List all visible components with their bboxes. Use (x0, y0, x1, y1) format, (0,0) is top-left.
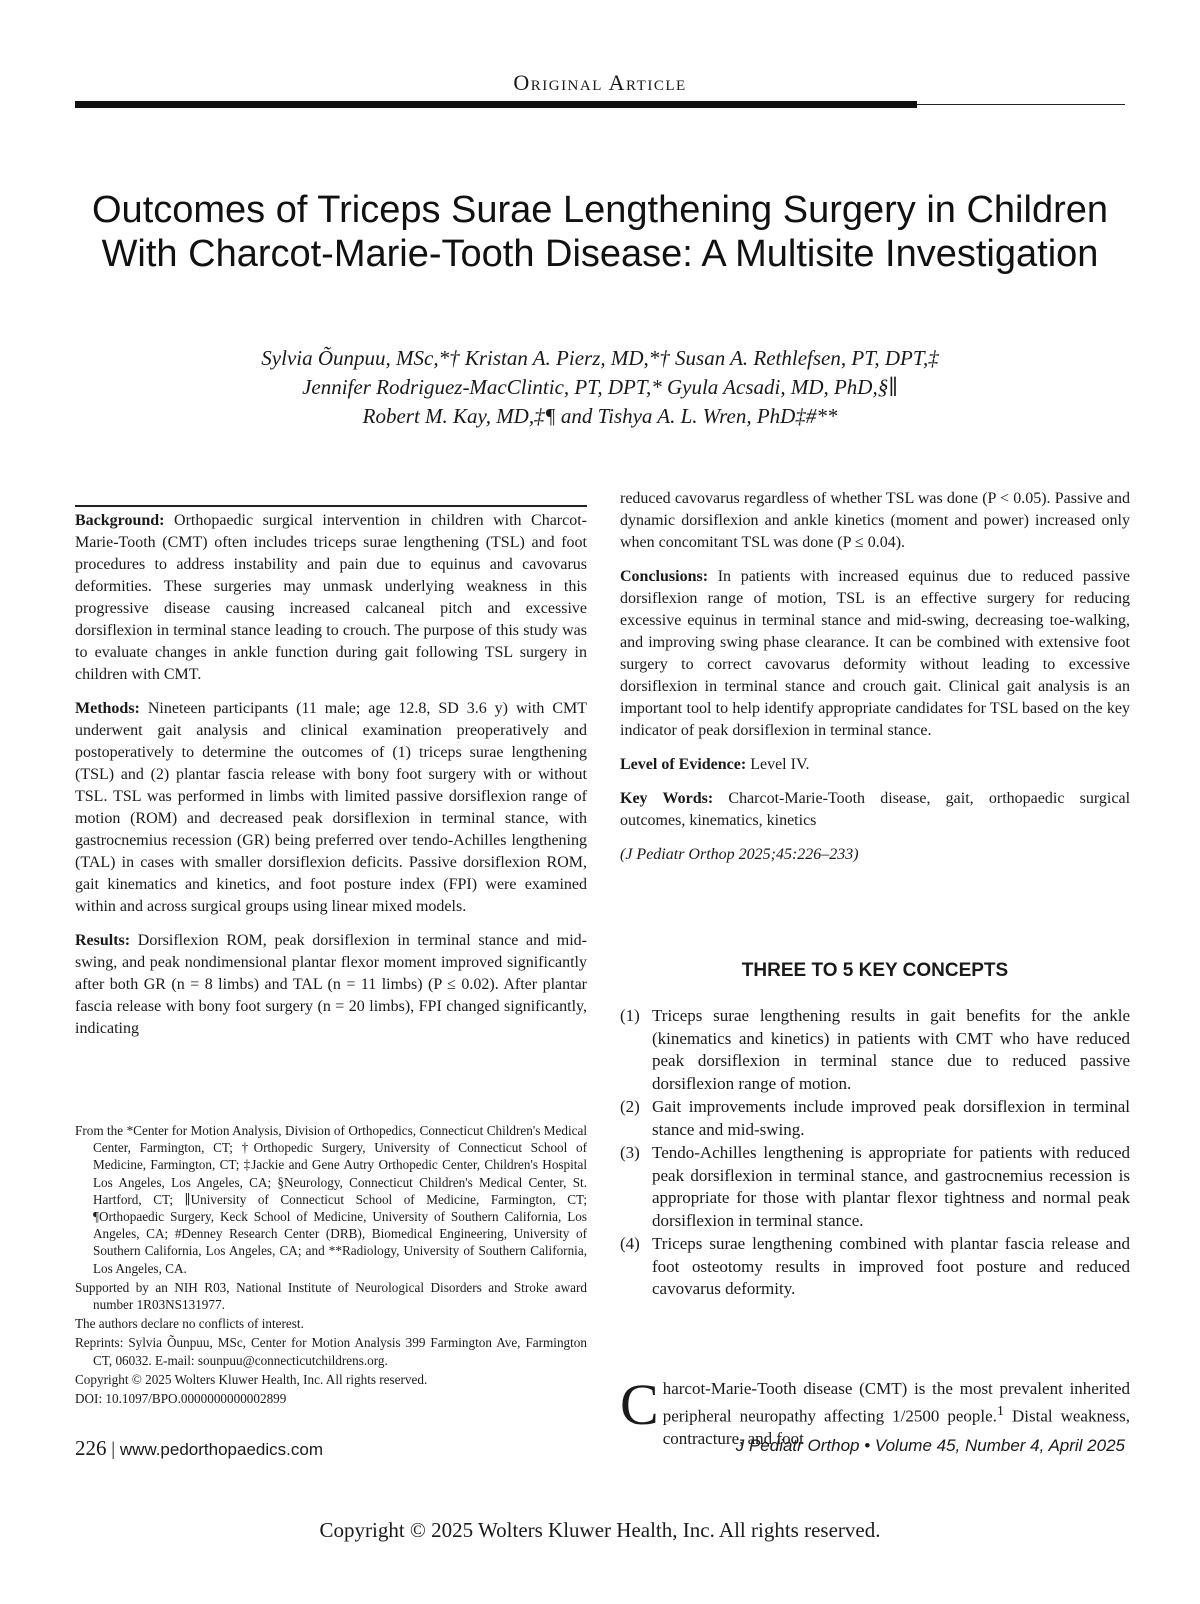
methods-label: Methods: (75, 700, 140, 717)
results-continued: reduced cavovarus regardless of whether TSL was done (P < 0.05). Passive and dynamic dorsiflexion and ankle kinetics (moment and power) increased only when concomitant TSL was done (P ≤ 0.04). (620, 490, 1130, 551)
key-concept-item (620, 1233, 1130, 1301)
key-concepts (620, 1005, 1130, 1302)
key-concept-text: Tendo-Achilles lengthening is appropriate for patients with reduced peak dorsiflexion in terminal stance, and gastrocnemius recession is appropriate for those with plantar flexor tightness and normal peak dorsiflexion in terminal stance. (652, 1143, 1130, 1230)
intro-text: harcot-Marie-Tooth disease (CMT) is the most prevalent inherited peripheral neuropathy affecting 1/2500 people. (662, 1379, 1130, 1426)
journal-website-link[interactable]: www.pedorthopaedics.com (119, 1440, 323, 1459)
footnote-affiliations: From the *Center for Motion Analysis, Division of Orthopedics, Connecticut Children's Medical Center, Farmington, CT; †Orthopedic Surgery, University of Connecticut School of Medicine, Farmington, CT; ‡Jackie and Gene Autry Orthopedic Center, Children's Hospital Los Angeles, Los Angeles, CA; §Neurology, Connecticut Children's Medical Center, St. Hartford, CT; ∥University of Connecticut School of Medicine, Farmington, CT; ¶Orthopaedic Surgery, Keck School of Medicine, University of Southern California, Los Angeles, CA; #Denney Research Center (DRB), Biomedical Engineering, University of Southern California, Los Angeles, CA; and **Radiology, University of Southern California, Los Angeles, CA. (75, 1123, 587, 1276)
footnotes (75, 1122, 587, 1409)
key-words (620, 788, 1130, 832)
footer-separator: | (111, 1439, 116, 1460)
key-concept-number: (1) (620, 1006, 640, 1025)
authors-line-3: Robert M. Kay, MD,‡¶ and Tishya A. L. Wren, PhD‡#** (362, 404, 838, 428)
abstract-left (75, 510, 587, 1052)
drop-cap: C (620, 1372, 659, 1437)
key-concept-text: Gait improvements include improved peak dorsiflexion in terminal stance and mid-swing. (652, 1097, 1130, 1139)
section-label: Original Article (513, 70, 687, 95)
author-list (100, 344, 1100, 431)
footnote-support: Supported by an NIH R03, National Institute of Neurological Disorders and Stroke award number 1R03NS131977. (75, 1279, 587, 1313)
citation: (J Pediatr Orthop 2025;45:226–233) (620, 846, 859, 863)
footnote-reprints: Reprints: Sylvia Õunpuu, MSc, Center for Motion Analysis 399 Farmington Ave, Farmington CT, 06032. E-mail: sounpuu@connecticutchildrens.org. (75, 1335, 587, 1368)
key-concept-item (620, 1005, 1130, 1095)
background-text: Orthopaedic surgical intervention in children with Charcot-Marie-Tooth (CMT) often includes triceps surae lengthening (TSL) and foot procedures to address instability and pain due to equinus and cavovarus deformities. These surgeries may unmask underlying weakness in this progressive disease causing increased calcaneal pitch and excessive dorsiflexion in terminal stance leading to crouch. The purpose of this study was to evaluate changes in ankle function during gait following TSL surgery in children with CMT. (75, 512, 588, 683)
header-rule-thick (75, 101, 917, 108)
key-concept-text: Triceps surae lengthening results in gait benefits for the ankle (kinematics and kinetics) in patients with CMT who have reduced peak dorsiflexion in terminal stance due to reduced passive dorsiflexion range of motion. (652, 1006, 1130, 1093)
level-text: Level IV. (750, 756, 810, 773)
key-concept-text: Triceps surae lengthening combined with plantar fascia release and foot osteotomy results in improved foot posture and reduced cavovarus deformity. (652, 1234, 1130, 1298)
conclusions-text: In patients with increased equinus due to reduced passive dorsiflexion range of motion, TSL is an effective surgery for reducing excessive equinus in terminal stance and mid-swing, decreasing toe-walking, and improving swing phase clearance. It can be combined with extensive foot surgery to correct cavovarus deformity without leading to excessive dorsiflexion in terminal stance and crouch gait. Clinical gait analysis is an important tool to help identify appropriate candidates for TSL based on the key indicator of peak dorsiflexion in terminal stance. (620, 568, 1131, 739)
background-label: Background: (75, 512, 165, 529)
results-label: Results: (75, 932, 131, 949)
level-label: Level of Evidence: (620, 756, 747, 773)
abstract-conclusions (620, 566, 1130, 742)
footnote-doi: DOI: 10.1097/BPO.0000000000002899 (75, 1391, 287, 1407)
key-concepts-title: THREE TO 5 KEY CONCEPTS (741, 960, 1009, 981)
bottom-copyright: Copyright © 2025 Wolters Kluwer Health, Inc. All rights reserved. (319, 1518, 881, 1542)
page-footer-left (75, 1436, 323, 1461)
key-concept-number: (3) (620, 1143, 640, 1162)
authors-line-2: Jennifer Rodriguez-MacClintic, PT, DPT,* Gyula Acsadi, MD, PhD,§∥ (302, 375, 898, 399)
keywords-text: Charcot-Marie-Tooth disease, gait, orthopaedic surgical outcomes, kinematics, kinetics (620, 790, 1131, 829)
reference-marker: 1 (996, 1403, 1004, 1419)
methods-text: Nineteen participants (11 male; age 12.8, SD 3.6 y) with CMT underwent gait analysis and clinical examination preoperatively and postoperatively to determine the outcomes of (1) triceps surae lengthening (TSL) and (2) plantar fascia release with bony foot surgery with or without TSL. TSL was performed in limbs with limited passive dorsiflexion range of motion (ROM) and decreased peak dorsiflexion in terminal stance, with gastrocnemius recession (GR) being preferred over tendo-Achilles lengthening (TAL) in cases with smaller dorsiflexion deficits. Passive dorsiflexion ROM, gait kinematics and kinetics, and foot posture index (FPI) were examined within and across surgical groups using linear mixed models. (75, 700, 588, 915)
key-concept-item (620, 1142, 1130, 1232)
article-title: Outcomes of Triceps Surae Lengthening Surgery in Children With Charcot-Marie-Tooth Disease: A Multisite Investigation (92, 189, 1108, 275)
keywords-label: Key Words: (620, 790, 714, 807)
page-number: 226 (75, 1436, 107, 1460)
footnote-copyright: Copyright © 2025 Wolters Kluwer Health, Inc. All rights reserved. (75, 1371, 428, 1387)
intro-continued: Distal weakness, contracture, and foot (662, 1406, 1130, 1448)
abstract-results (75, 930, 587, 1040)
key-concept-item (620, 1096, 1130, 1141)
key-concept-number: (2) (620, 1097, 640, 1116)
key-concepts-list (620, 1005, 1130, 1301)
results-text: Dorsiflexion ROM, peak dorsiflexion in terminal stance and mid-swing, and peak nondimensional plantar flexor moment improved significantly after both GR (n = 8 limbs) and TAL (n = 11 limbs) (P ≤ 0.02). After plantar fascia release with bony foot surgery (n = 20 limbs), FPI changed significantly, indicating (75, 932, 588, 1037)
journal-info: J Pediatr Orthop • Volume 45, Number 4, April 2025 (735, 1436, 1125, 1455)
key-concept-number: (4) (620, 1234, 640, 1253)
abstract-right (620, 488, 1130, 878)
level-of-evidence (620, 754, 1130, 776)
footnote-conflicts: The authors declare no conflicts of interest. (75, 1316, 304, 1332)
conclusions-label: Conclusions: (620, 568, 709, 585)
abstract-background (75, 510, 587, 686)
authors-line-1: Sylvia Õunpuu, MSc,*† Kristan A. Pierz, MD,*† Susan A. Rethlefsen, PT, DPT,‡ (261, 346, 939, 370)
abstract-methods (75, 698, 587, 918)
abstract-rule (75, 505, 587, 507)
